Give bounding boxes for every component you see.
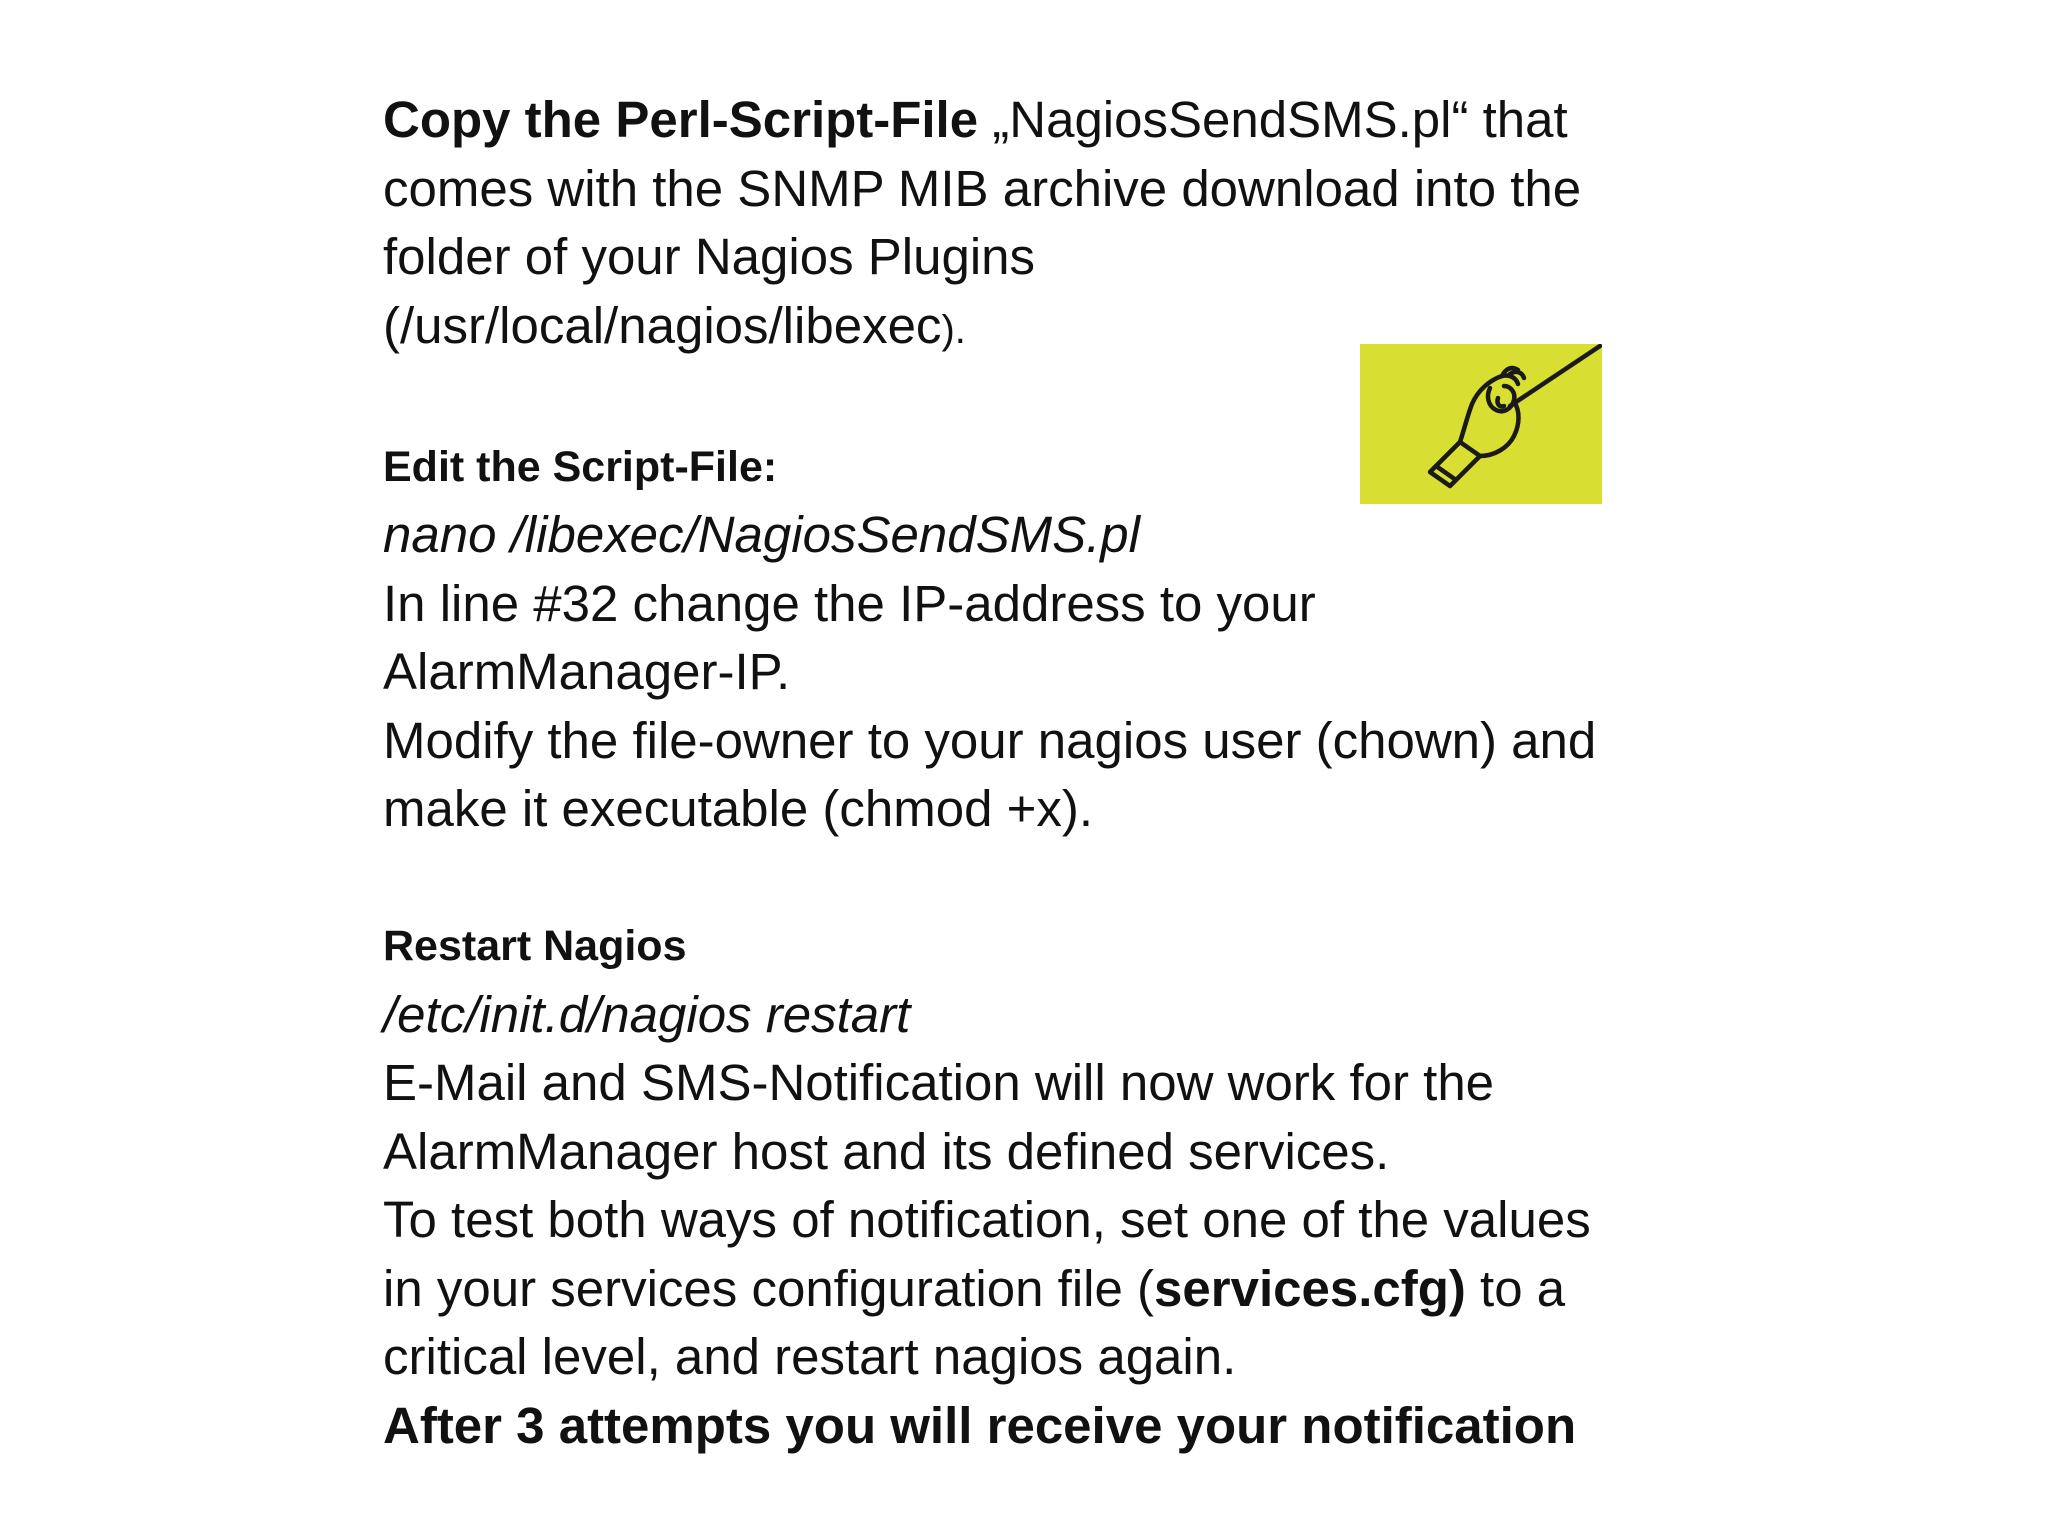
- section2-line3: Modify the file-owner to your nagios user (chown) and: [383, 711, 1597, 769]
- nano-command: nano /libexec/NagiosSendSMS.pl: [383, 506, 1140, 563]
- services-cfg-filename: services.cfg): [1154, 1259, 1466, 1317]
- section1-line2: comes with the SNMP MIB archive download into the: [383, 159, 1582, 217]
- section2-line1: In line #32 change the IP-address to your: [383, 574, 1316, 632]
- restart-nagios-heading: Restart Nagios: [383, 922, 687, 970]
- section3-line1: E-Mail and SMS-Notification will now work for the: [383, 1054, 1495, 1111]
- section3-line4: in your services configuration file (services.cfg) to a: [383, 1259, 1566, 1317]
- section1-line3: folder of your Nagios Plugins: [383, 228, 1036, 285]
- hand-with-pen-icon: [1360, 344, 1602, 504]
- restart-command: /etc/init.d/nagios restart: [383, 985, 911, 1043]
- edit-script-heading: Edit the Script-File:: [383, 442, 778, 491]
- section2-line2: AlarmManager-IP.: [383, 643, 791, 700]
- section2-line4: make it executable (chmod +x).: [383, 780, 1094, 837]
- section1-line4: (/usr/local/nagios/libexec).: [383, 296, 966, 354]
- final-notice: After 3 attempts you will receive your notification: [383, 1396, 1577, 1454]
- copy-heading: Copy the Perl-Script-File: [383, 91, 979, 148]
- section3-line3: To test both ways of notification, set one of the values: [383, 1191, 1591, 1248]
- instructions-text: [383, 86, 1703, 1460]
- section1-line1: Copy the Perl-Script-File „NagiosSendSMS.pl“ that: [383, 91, 1568, 148]
- spacer: [383, 844, 1703, 913]
- section3-line2: AlarmManager host and its defined services.: [383, 1122, 1390, 1180]
- section3-line5: critical level, and restart nagios again.: [383, 1328, 1237, 1385]
